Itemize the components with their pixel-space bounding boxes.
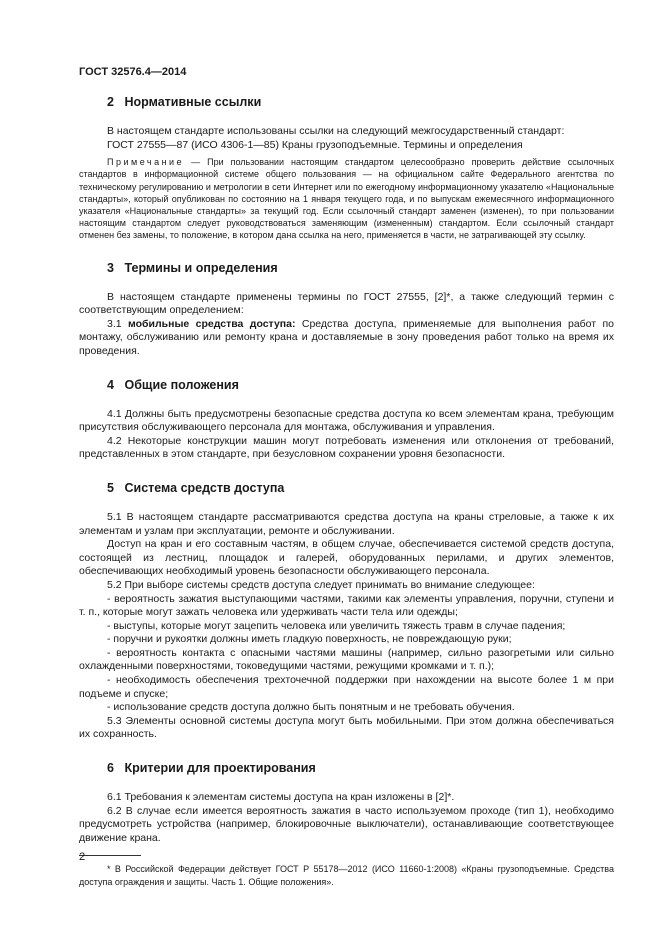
section-5-heading <box>79 480 614 496</box>
section-4-para-1: 4.1 Должны быть предусмотрены безопасные средства доступа ко всем элементам крана, требующим присутствия обслуживающего персонала для монтажа, обслуживания и управления. <box>79 407 614 434</box>
section-3-number: 3 <box>107 260 114 275</box>
section-3-para-2 <box>79 318 614 359</box>
document-header: ГОСТ 32576.4—2014 <box>79 66 187 78</box>
section-6-heading <box>79 760 614 776</box>
term-mobile-access: мобильные средства доступа: <box>128 317 296 330</box>
section-5-number: 5 <box>107 480 114 495</box>
section-6-title: Критерии для проектирования <box>124 761 316 776</box>
section-2-title: Нормативные ссылки <box>124 95 262 109</box>
section-6 <box>79 760 614 845</box>
footnote: * В Российской Федерации действует ГОСТ Р 55178—2012 (ИСО 11660-1:2008) «Краны грузоподъемные. Средства доступа ограждения и защиты. Часть 1. Общие положения». <box>79 864 614 887</box>
section-4 <box>79 377 614 462</box>
section-2-para-1: В настоящем стандарте использованы ссылки на следующий межгосударственный стандарт: <box>107 125 565 137</box>
term-definition: Средства доступа, применяемые для выполнения работ по монтажу, обслуживанию или ремонту крана и доставляемые в зону проведения работ только на время их проведения. <box>79 317 614 357</box>
section-3-title: Термины и определения <box>124 260 278 275</box>
section-4-title: Общие положения <box>124 377 239 392</box>
list-item: - вероятность контакта с опасными частями машины (например, сильно разогретыми или сильно охлажденными поверхностями, токоведущими частями, режущими кромками и т. п.); <box>79 646 614 673</box>
footnote-separator <box>79 855 141 856</box>
section-4-para-2: 4.2 Некоторые конструкции машин могут потребовать изменения или отклонения от требований, представленных в этом стандарте, при безусловном сохранении уровня безопасности. <box>79 434 614 461</box>
section-6-para-2: 6.2 В случае если имеется вероятность зажатия в часто используемом проходе (тип 1), необходимо предусмотреть устройства (например, блокировочные выключатели), останавливающие соответствующее движение крана. <box>79 804 614 844</box>
section-6-para-1: 6.1 Требования к элементам системы доступа на кран изложены в [2]*. <box>107 791 455 804</box>
section-6-number: 6 <box>107 761 114 776</box>
section-3 <box>79 260 614 359</box>
section-5-para-3: 5.2 При выборе системы средств доступа следует принимать во внимание следующее: <box>107 578 535 591</box>
list-item: - выступы, которые могут зацепить человека или увеличить тяжесть травм в случае падения; <box>107 619 566 632</box>
section-3-heading <box>79 260 614 276</box>
section-2-note <box>79 156 614 241</box>
list-item: - использование средств доступа должно быть понятным и не требовать обучения. <box>107 701 515 714</box>
list-item: - вероятность зажатия выступающими частями, такими как элементы управления, поручни, ступени и т. п., которые могут зажать человека или удерживать части тела или одежды; <box>79 592 614 619</box>
section-5-para-4: 5.3 Элементы основной системы доступа могут быть мобильными. При этом должна обеспечиваться их сохранность. <box>79 714 614 741</box>
page-number: 2 <box>79 851 86 863</box>
list-item: - поручни и рукоятки должны иметь гладкую поверхность, не повреждающую руки; <box>107 633 512 646</box>
section-4-number: 4 <box>107 377 114 392</box>
section-2-number: 2 <box>107 95 114 109</box>
section-5-title: Система средств доступа <box>124 480 285 495</box>
section-2-para-2: ГОСТ 27555—87 (ИСО 4306-1—85) Краны грузоподъемные. Термины и определения <box>107 138 523 151</box>
page-content <box>79 94 614 888</box>
section-2-heading <box>79 94 614 110</box>
note-label: Примечание <box>107 157 185 168</box>
section-4-heading <box>79 377 614 393</box>
section-5-para-1: 5.1 В настоящем стандарте рассматриваются средства доступа на краны стреловые, а также к их элементам и узлам при эксплуатации, ремонте и обслуживании. <box>79 510 614 537</box>
section-5 <box>79 480 614 742</box>
section-5-para-2: Доступ на кран и его составным частям, в общем случае, обеспечивается системой средств доступа, состоящей из лестниц, площадок и галерей, оборудованных перилами, и других элементов, обеспечивающих необходимый уровень безопасности обслуживающего персонала. <box>79 538 614 578</box>
section-3-para-1: В настоящем стандарте применены термины по ГОСТ 27555, [2]*, а также следующий термин с соответствующим определением: <box>79 290 614 317</box>
note-text: — При пользовании настоящим стандартом целесообразно проверить действие ссылочных стандартов в информационной системе общего пользования — на официальном сайте Федерального агентства по техническому регулированию и метрологии в сети Интернет или по ежегодному информационному указателю «Национальные стандарты», который опубликован по состоянию на 1 января текущего года, и по выпускам ежемесячного информационного указателя «Национальные стандарты» за текущий год. Если ссылочный стандарт заменен (изменен), то при пользовании настоящим стандартом следует руководствоваться заменяющим (измененным) стандартом. Если ссылочный стандарт отменен без замены, то положение, в котором дана ссылка на него, применяется в части, не затрагивающей эту ссылку. <box>79 157 614 241</box>
clause-3-1-number: 3.1 <box>107 317 122 330</box>
list-item: - необходимость обеспечения трехточечной поддержки при нахождении на высоте более 1 м при подъеме и спуске; <box>79 674 614 700</box>
section-2 <box>79 94 614 242</box>
